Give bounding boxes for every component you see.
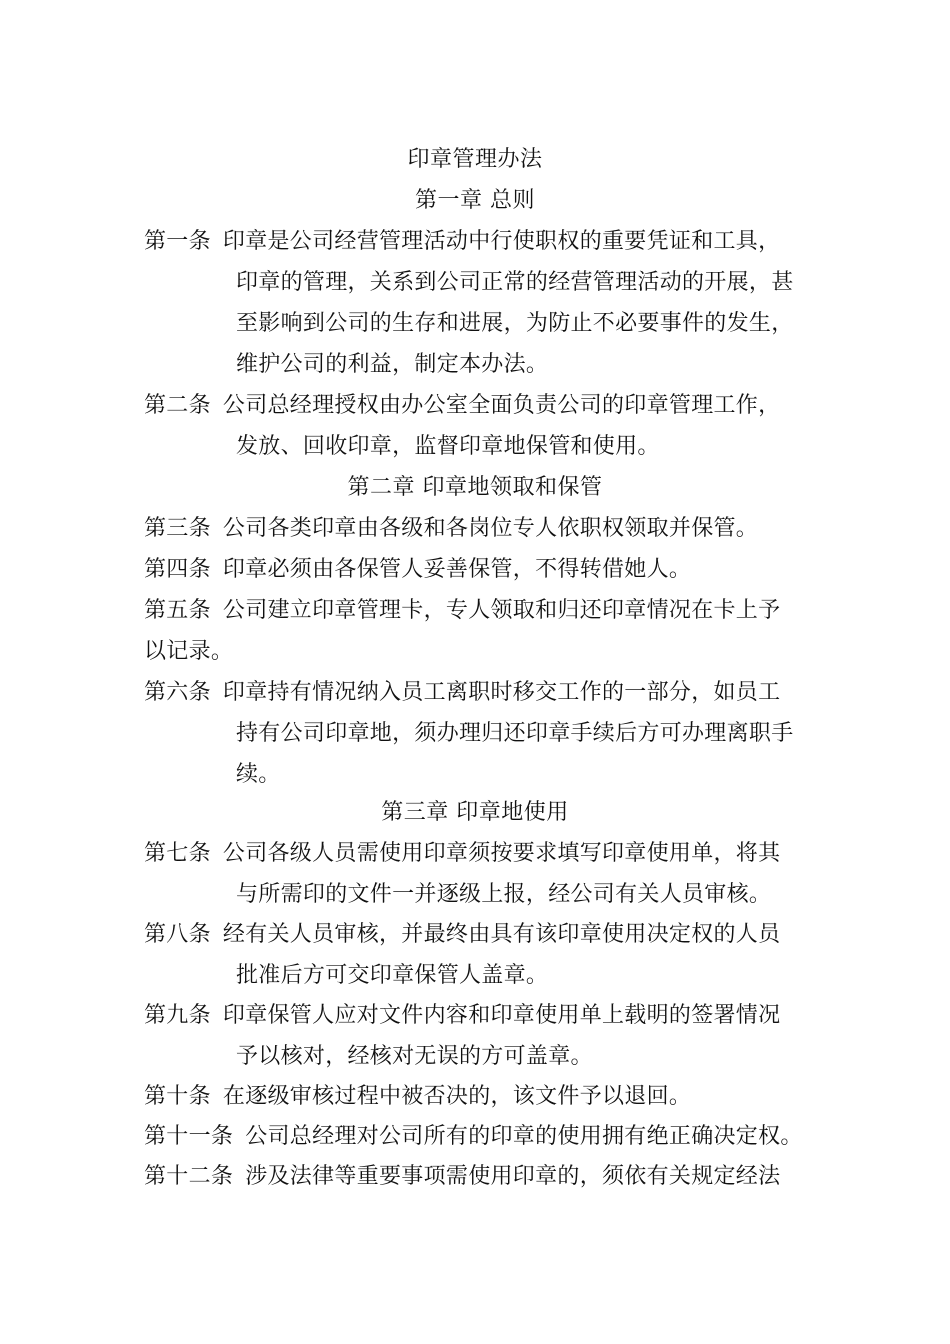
article-6-line-2: 持有公司印章地，须办理归还印章手续后方可办理离职手 xyxy=(236,721,794,746)
article-12-text: 涉及法律等重要事项需使用印章的，须依有关规定经法 xyxy=(245,1164,781,1189)
article-7-text: 公司各级人员需使用印章须按要求填写印章使用单，将其 xyxy=(222,841,781,866)
article-10-number: 第十条 xyxy=(144,1084,211,1109)
chapter-3-heading: 第三章 印章地使用 xyxy=(381,800,569,825)
article-8-text: 经有关人员审核，并最终由具有该印章使用决定权的人员 xyxy=(222,922,781,947)
article-1-number: 第一条 xyxy=(144,229,211,254)
chapter-1-heading: 第一章 总则 xyxy=(415,188,535,213)
article-6-number: 第六条 xyxy=(144,680,211,705)
article-2-line-2: 发放、回收印章，监督印章地保管和使用。 xyxy=(236,434,660,459)
article-2-first-line xyxy=(144,391,780,421)
article-5-line-2: 以记录。 xyxy=(144,639,234,664)
article-9-text: 印章保管人应对文件内容和印章使用单上载明的签署情况 xyxy=(222,1003,781,1028)
article-8-line-2: 批准后方可交印章保管人盖章。 xyxy=(236,963,549,988)
article-7-line-2: 与所需印的文件一并逐级上报，经公司有关人员审核。 xyxy=(236,882,772,907)
article-7-first-line xyxy=(144,839,780,869)
article-1-line-4: 维护公司的利益，制定本办法。 xyxy=(236,352,549,377)
article-6-text: 印章持有情况纳入员工离职时移交工作的一部分，如员工 xyxy=(222,680,781,705)
article-8-first-line xyxy=(144,920,780,950)
article-2-number: 第二条 xyxy=(144,393,211,418)
article-4-line xyxy=(144,555,691,585)
article-1-line-2: 印章的管理，关系到公司正常的经营管理活动的开展，甚 xyxy=(236,270,794,295)
article-1-first-line xyxy=(144,227,780,257)
article-4-text: 印章必须由各保管人妥善保管，不得转借她人。 xyxy=(222,557,692,582)
article-9-number: 第九条 xyxy=(144,1003,211,1028)
article-1-text: 印章是公司经营管理活动中行使职权的重要凭证和工具， xyxy=(222,229,781,254)
article-12-line xyxy=(144,1162,780,1192)
article-1-line-3: 至影响到公司的生存和进展，为防止不必要事件的发生， xyxy=(236,311,794,336)
article-11-line xyxy=(144,1122,803,1152)
chapter-2-heading: 第二章 印章地领取和保管 xyxy=(347,475,603,500)
article-10-line xyxy=(144,1082,691,1112)
article-12-number: 第十二条 xyxy=(144,1164,234,1189)
article-9-first-line xyxy=(144,1001,780,1031)
article-3-number: 第三条 xyxy=(144,516,211,541)
article-4-number: 第四条 xyxy=(144,557,211,582)
article-11-number: 第十一条 xyxy=(144,1124,234,1149)
article-5-first-line xyxy=(144,596,780,626)
article-5-text: 公司建立印章管理卡，专人领取和归还印章情况在卡上予 xyxy=(222,598,781,623)
article-10-text: 在逐级审核过程中被否决的，该文件予以退回。 xyxy=(222,1084,692,1109)
article-8-number: 第八条 xyxy=(144,922,211,947)
article-5-number: 第五条 xyxy=(144,598,211,623)
article-3-text: 公司各类印章由各级和各岗位专人依职权领取并保管。 xyxy=(222,516,759,541)
article-3-line xyxy=(144,514,758,544)
article-7-number: 第七条 xyxy=(144,841,211,866)
document-title: 印章管理办法 xyxy=(407,147,543,172)
article-11-text: 公司总经理对公司所有的印章的使用拥有绝正确决定权。 xyxy=(245,1124,803,1149)
article-2-text: 公司总经理授权由办公室全面负责公司的印章管理工作， xyxy=(222,393,781,418)
article-9-line-2: 予以核对，经核对无误的方可盖章。 xyxy=(236,1044,593,1069)
article-6-line-3: 续。 xyxy=(236,762,281,787)
article-6-first-line xyxy=(144,678,780,708)
